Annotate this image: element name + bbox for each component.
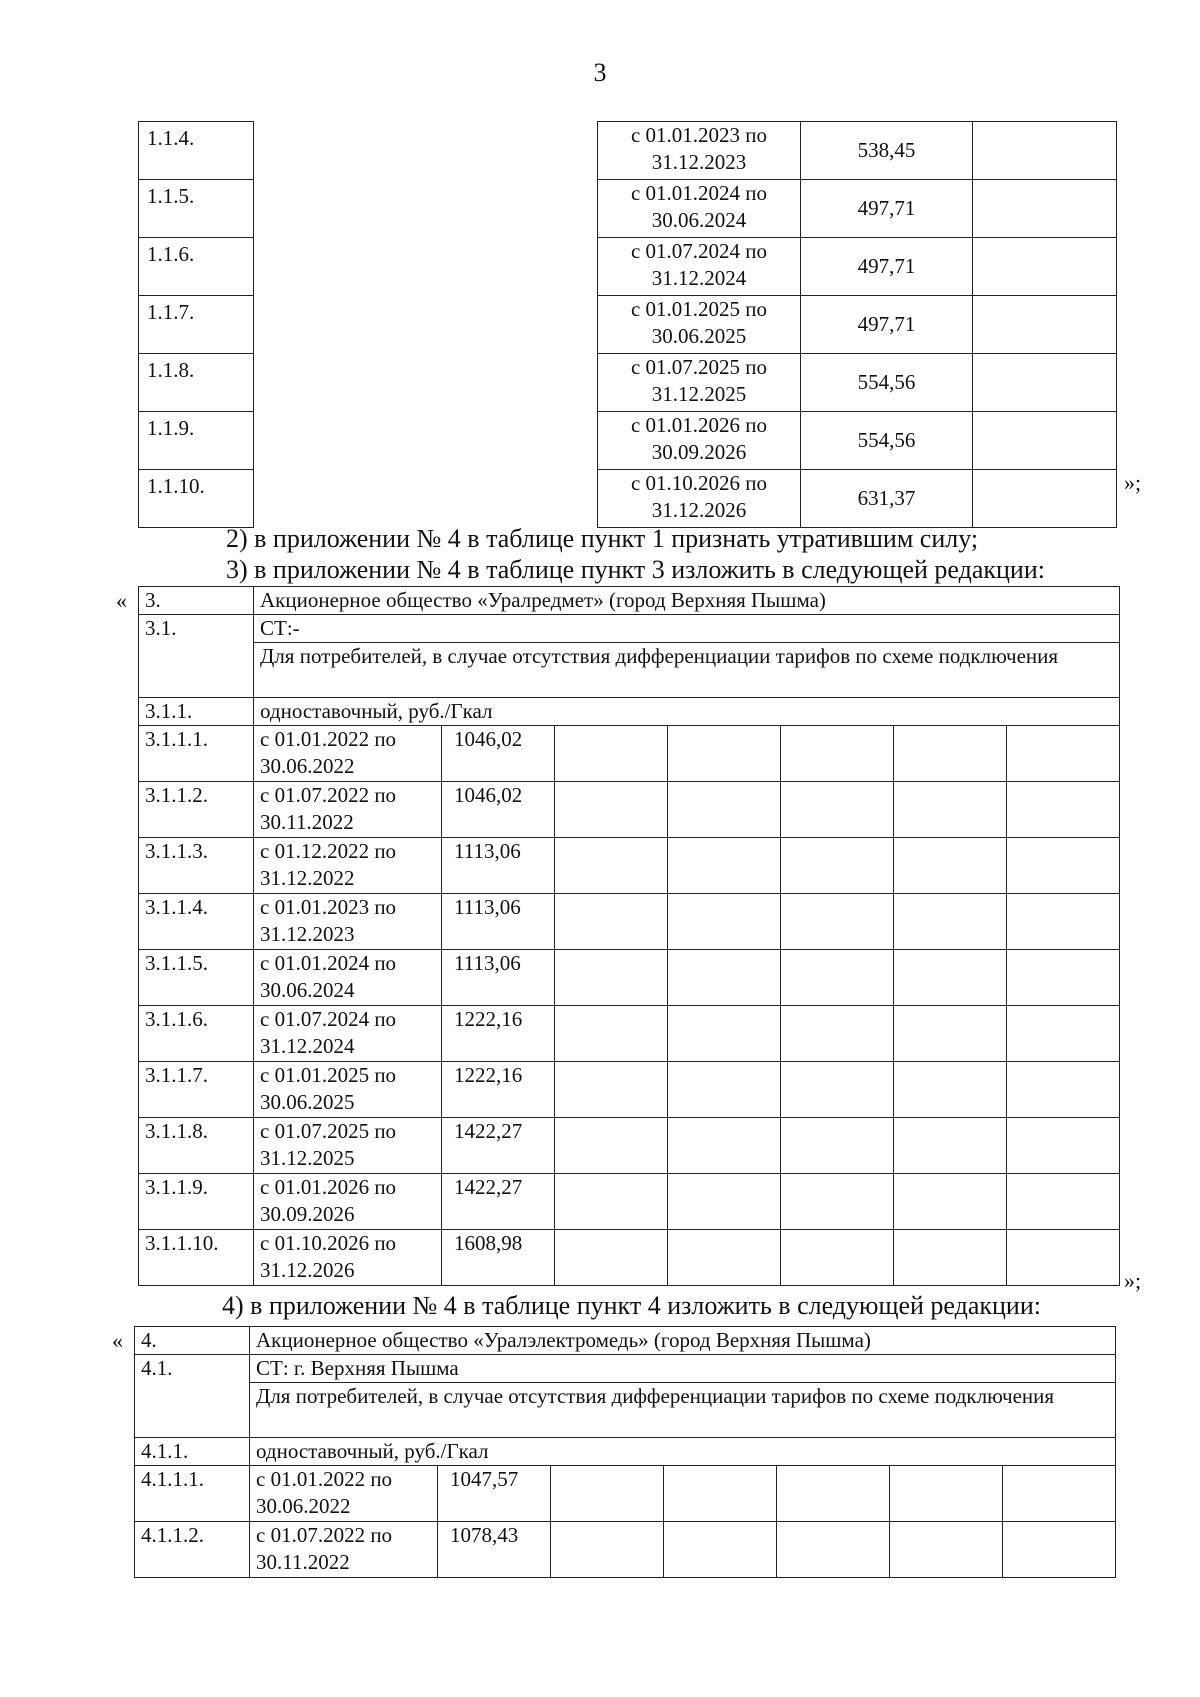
empty-cell bbox=[1007, 1174, 1120, 1230]
row-number: 3.1.1.6. bbox=[139, 1006, 254, 1062]
sub-item-number: 4.1. bbox=[135, 1355, 250, 1438]
empty-cell bbox=[894, 1006, 1007, 1062]
value-cell: 1046,02 bbox=[442, 782, 555, 838]
empty-cell bbox=[781, 838, 894, 894]
item-number: 3. bbox=[139, 587, 254, 615]
table-row bbox=[135, 1327, 1116, 1355]
table-row bbox=[139, 238, 1117, 296]
empty-cell bbox=[1007, 782, 1120, 838]
table-row bbox=[139, 894, 1120, 950]
empty-cell bbox=[668, 894, 781, 950]
table-row bbox=[139, 698, 1120, 726]
row-number: 3.1.1.5. bbox=[139, 950, 254, 1006]
row-number: 4.1.1.1. bbox=[135, 1466, 250, 1522]
row-number: 3.1.1.7. bbox=[139, 1062, 254, 1118]
empty-cell bbox=[254, 238, 598, 296]
empty-cell bbox=[555, 950, 668, 1006]
table-row bbox=[135, 1355, 1116, 1383]
empty-cell bbox=[894, 838, 1007, 894]
table-row bbox=[139, 122, 1117, 180]
value-cell: 554,56 bbox=[801, 412, 973, 470]
value-cell: 497,71 bbox=[801, 238, 973, 296]
empty-cell bbox=[1007, 894, 1120, 950]
value-cell: 554,56 bbox=[801, 354, 973, 412]
empty-cell bbox=[1007, 726, 1120, 782]
row-number: 1.1.5. bbox=[139, 180, 254, 238]
empty-cell bbox=[781, 894, 894, 950]
table-row bbox=[139, 354, 1117, 412]
value-cell: 1222,16 bbox=[442, 1006, 555, 1062]
table-row bbox=[139, 615, 1120, 643]
empty-cell bbox=[894, 1174, 1007, 1230]
row-number: 3.1.1.2. bbox=[139, 782, 254, 838]
rate-number: 3.1.1. bbox=[139, 698, 254, 726]
period-cell: с 01.10.2026 по 31.12.2026 bbox=[598, 470, 801, 528]
period-cell: с 01.01.2025 по 30.06.2025 bbox=[598, 296, 801, 354]
value-cell: 1422,27 bbox=[442, 1174, 555, 1230]
empty-cell bbox=[1003, 1522, 1116, 1578]
period-cell: с 01.01.2026 по 30.09.2026 bbox=[598, 412, 801, 470]
empty-cell bbox=[668, 1006, 781, 1062]
empty-cell bbox=[973, 354, 1117, 412]
heat-system-label: СТ: г. Верхняя Пышма bbox=[250, 1355, 1116, 1383]
empty-cell bbox=[781, 1174, 894, 1230]
row-number: 1.1.8. bbox=[139, 354, 254, 412]
empty-cell bbox=[894, 894, 1007, 950]
empty-cell bbox=[890, 1466, 1003, 1522]
empty-cell bbox=[894, 1062, 1007, 1118]
paragraph-4: 4) в приложении № 4 в таблице пункт 4 изложить в следующей редакции: bbox=[222, 1291, 1041, 1320]
rate-label: одноставочный, руб./Гкал bbox=[250, 1438, 1116, 1466]
empty-cell bbox=[555, 1230, 668, 1286]
row-number: 3.1.1.4. bbox=[139, 894, 254, 950]
opening-quote: « bbox=[116, 588, 127, 613]
period-cell: с 01.07.2022 по 30.11.2022 bbox=[250, 1522, 438, 1578]
value-cell: 1113,06 bbox=[442, 838, 555, 894]
empty-cell bbox=[1007, 1062, 1120, 1118]
period-cell: с 01.07.2024 по 31.12.2024 bbox=[598, 238, 801, 296]
empty-cell bbox=[894, 1118, 1007, 1174]
empty-cell bbox=[668, 950, 781, 1006]
value-cell: 1422,27 bbox=[442, 1118, 555, 1174]
consumers-label: Для потребителей, в случае отсутствия дифференциации тарифов по схеме подключения bbox=[254, 643, 1120, 698]
organization-name: Акционерное общество «Уралэлектромедь» (город Верхняя Пышма) bbox=[250, 1327, 1116, 1355]
empty-cell bbox=[781, 950, 894, 1006]
table-row bbox=[139, 1174, 1120, 1230]
table-row bbox=[139, 1118, 1120, 1174]
table-row bbox=[139, 782, 1120, 838]
empty-cell bbox=[254, 354, 598, 412]
value-cell: 1222,16 bbox=[442, 1062, 555, 1118]
empty-cell bbox=[973, 470, 1117, 528]
empty-cell bbox=[254, 180, 598, 238]
table-row bbox=[139, 1062, 1120, 1118]
empty-cell bbox=[1007, 1230, 1120, 1286]
closing-quote: »; bbox=[1124, 470, 1142, 495]
row-number: 3.1.1.3. bbox=[139, 838, 254, 894]
empty-cell bbox=[781, 726, 894, 782]
empty-cell bbox=[555, 1006, 668, 1062]
period-cell: с 01.01.2022 по 30.06.2022 bbox=[250, 1466, 438, 1522]
table-row bbox=[135, 1522, 1116, 1578]
row-number: 1.1.4. bbox=[139, 122, 254, 180]
empty-cell bbox=[894, 726, 1007, 782]
item-number: 4. bbox=[135, 1327, 250, 1355]
rate-number: 4.1.1. bbox=[135, 1438, 250, 1466]
empty-cell bbox=[781, 1062, 894, 1118]
empty-cell bbox=[668, 1230, 781, 1286]
tariff-table-continuation bbox=[138, 121, 1117, 528]
table-row bbox=[135, 1438, 1116, 1466]
closing-quote: »; bbox=[1124, 1268, 1142, 1293]
table-row bbox=[139, 838, 1120, 894]
period-cell: с 01.01.2024 по 30.06.2024 bbox=[254, 950, 442, 1006]
period-cell: с 01.07.2025 по 31.12.2025 bbox=[254, 1118, 442, 1174]
table-row bbox=[139, 643, 1120, 698]
row-number: 3.1.1.10. bbox=[139, 1230, 254, 1286]
empty-cell bbox=[555, 894, 668, 950]
value-cell: 631,37 bbox=[801, 470, 973, 528]
organization-name: Акционерное общество «Уралредмет» (город Верхняя Пышма) bbox=[254, 587, 1120, 615]
empty-cell bbox=[777, 1466, 890, 1522]
empty-cell bbox=[1007, 838, 1120, 894]
rate-label: одноставочный, руб./Гкал bbox=[254, 698, 1120, 726]
sub-item-number: 3.1. bbox=[139, 615, 254, 698]
period-cell: с 01.07.2024 по 31.12.2024 bbox=[254, 1006, 442, 1062]
period-cell: с 01.01.2023 по 31.12.2023 bbox=[598, 122, 801, 180]
value-cell: 497,71 bbox=[801, 180, 973, 238]
table-row bbox=[139, 726, 1120, 782]
tariff-table-item-4 bbox=[134, 1326, 1116, 1578]
empty-cell bbox=[551, 1466, 664, 1522]
empty-cell bbox=[555, 838, 668, 894]
period-cell: с 01.07.2022 по 30.11.2022 bbox=[254, 782, 442, 838]
empty-cell bbox=[973, 412, 1117, 470]
empty-cell bbox=[668, 1174, 781, 1230]
opening-quote: « bbox=[112, 1328, 123, 1353]
value-cell: 497,71 bbox=[801, 296, 973, 354]
empty-cell bbox=[894, 1230, 1007, 1286]
period-cell: с 01.01.2023 по 31.12.2023 bbox=[254, 894, 442, 950]
row-number: 1.1.6. bbox=[139, 238, 254, 296]
row-number: 1.1.10. bbox=[139, 470, 254, 528]
table-row bbox=[139, 412, 1117, 470]
empty-cell bbox=[664, 1466, 777, 1522]
table-row bbox=[139, 296, 1117, 354]
empty-cell bbox=[664, 1522, 777, 1578]
empty-cell bbox=[668, 1062, 781, 1118]
empty-cell bbox=[254, 122, 598, 180]
value-cell: 538,45 bbox=[801, 122, 973, 180]
table-row bbox=[139, 470, 1117, 528]
empty-cell bbox=[1007, 1006, 1120, 1062]
period-cell: с 01.12.2022 по 31.12.2022 bbox=[254, 838, 442, 894]
tariff-table-item-3 bbox=[138, 586, 1120, 1286]
empty-cell bbox=[555, 782, 668, 838]
row-number: 1.1.9. bbox=[139, 412, 254, 470]
empty-cell bbox=[781, 1118, 894, 1174]
empty-cell bbox=[1007, 1118, 1120, 1174]
period-cell: с 01.07.2025 по 31.12.2025 bbox=[598, 354, 801, 412]
empty-cell bbox=[973, 296, 1117, 354]
empty-cell bbox=[781, 1006, 894, 1062]
empty-cell bbox=[973, 238, 1117, 296]
empty-cell bbox=[668, 782, 781, 838]
empty-cell bbox=[551, 1522, 664, 1578]
empty-cell bbox=[254, 412, 598, 470]
empty-cell bbox=[555, 726, 668, 782]
row-number: 4.1.1.2. bbox=[135, 1522, 250, 1578]
row-number: 1.1.7. bbox=[139, 296, 254, 354]
paragraph-3: 3) в приложении № 4 в таблице пункт 3 изложить в следующей редакции: bbox=[226, 555, 1045, 584]
empty-cell bbox=[781, 1230, 894, 1286]
empty-cell bbox=[777, 1522, 890, 1578]
empty-cell bbox=[555, 1174, 668, 1230]
table-row bbox=[139, 1006, 1120, 1062]
table-row bbox=[139, 1230, 1120, 1286]
row-number: 3.1.1.9. bbox=[139, 1174, 254, 1230]
empty-cell bbox=[254, 296, 598, 354]
empty-cell bbox=[1003, 1466, 1116, 1522]
table-row bbox=[135, 1466, 1116, 1522]
period-cell: с 01.01.2024 по 30.06.2024 bbox=[598, 180, 801, 238]
value-cell: 1078,43 bbox=[438, 1522, 551, 1578]
period-cell: с 01.01.2022 по 30.06.2022 bbox=[254, 726, 442, 782]
empty-cell bbox=[555, 1118, 668, 1174]
empty-cell bbox=[668, 726, 781, 782]
row-number: 3.1.1.8. bbox=[139, 1118, 254, 1174]
row-number: 3.1.1.1. bbox=[139, 726, 254, 782]
value-cell: 1113,06 bbox=[442, 950, 555, 1006]
period-cell: с 01.01.2025 по 30.06.2025 bbox=[254, 1062, 442, 1118]
empty-cell bbox=[781, 782, 894, 838]
heat-system-label: СТ:- bbox=[254, 615, 1120, 643]
empty-cell bbox=[668, 1118, 781, 1174]
page-number: 3 bbox=[593, 58, 607, 87]
value-cell: 1113,06 bbox=[442, 894, 555, 950]
table-row bbox=[135, 1383, 1116, 1438]
table-row bbox=[139, 587, 1120, 615]
empty-cell bbox=[894, 950, 1007, 1006]
empty-cell bbox=[254, 470, 598, 528]
empty-cell bbox=[894, 782, 1007, 838]
paragraph-2: 2) в приложении № 4 в таблице пункт 1 признать утратившим силу; bbox=[226, 524, 979, 553]
empty-cell bbox=[668, 838, 781, 894]
empty-cell bbox=[890, 1522, 1003, 1578]
table-row bbox=[139, 950, 1120, 1006]
empty-cell bbox=[973, 180, 1117, 238]
period-cell: с 01.10.2026 по 31.12.2026 bbox=[254, 1230, 442, 1286]
value-cell: 1047,57 bbox=[438, 1466, 551, 1522]
empty-cell bbox=[1007, 950, 1120, 1006]
value-cell: 1046,02 bbox=[442, 726, 555, 782]
consumers-label: Для потребителей, в случае отсутствия дифференциации тарифов по схеме подключения bbox=[250, 1383, 1116, 1438]
empty-cell bbox=[973, 122, 1117, 180]
empty-cell bbox=[555, 1062, 668, 1118]
value-cell: 1608,98 bbox=[442, 1230, 555, 1286]
period-cell: с 01.01.2026 по 30.09.2026 bbox=[254, 1174, 442, 1230]
table-row bbox=[139, 180, 1117, 238]
